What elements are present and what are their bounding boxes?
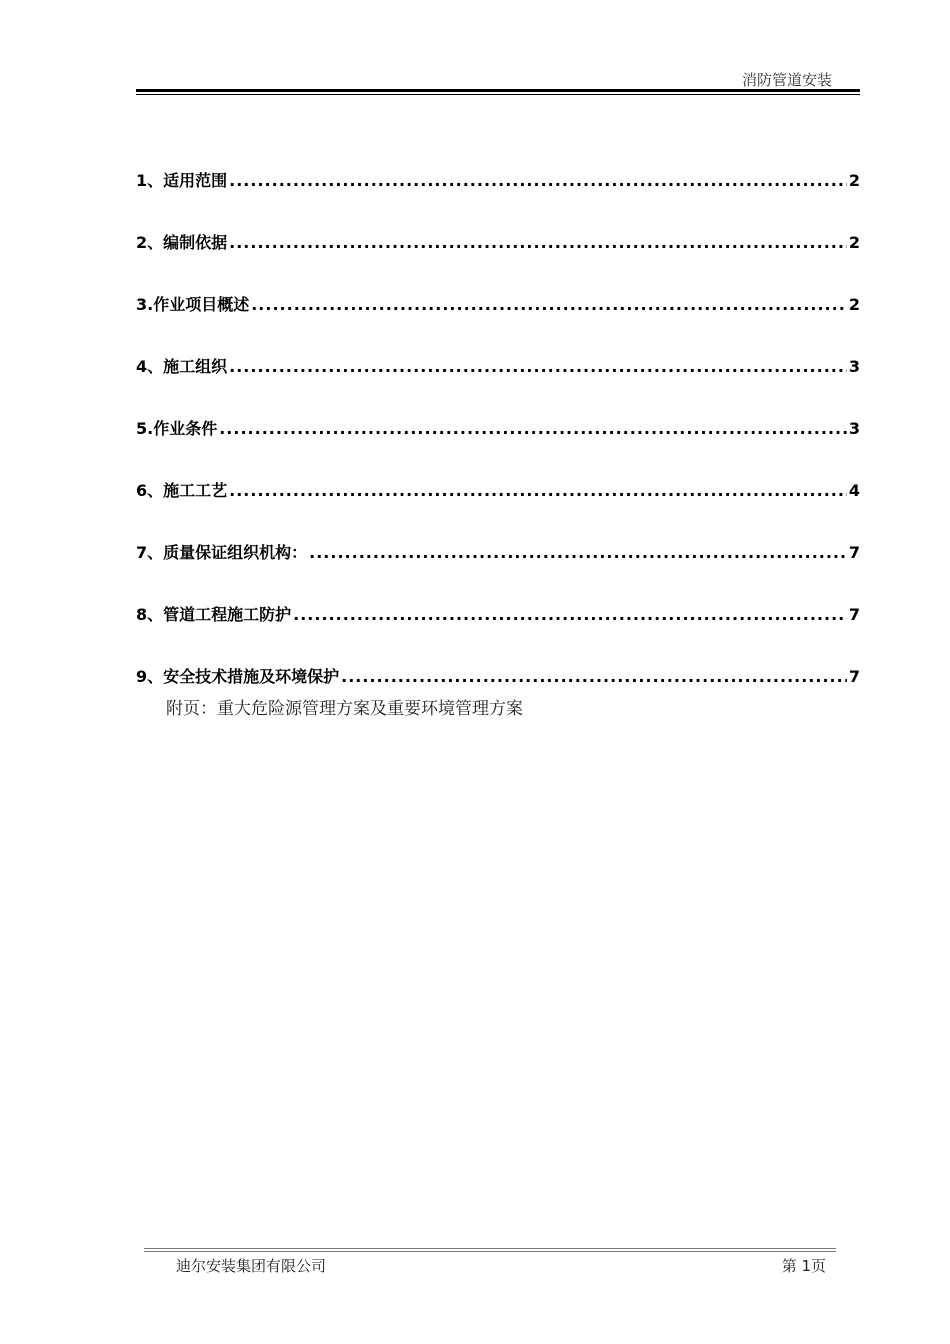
- footer-company-name: 迪尔安装集团有限公司: [176, 1257, 327, 1275]
- toc-leader-dots: [219, 419, 847, 438]
- toc-entry-page: 2: [848, 295, 860, 314]
- toc-leader-dots: [229, 481, 847, 500]
- toc-entry-2[interactable]: [136, 230, 860, 292]
- toc-entry-label: 3.作业项目概述: [136, 295, 250, 314]
- footer-page-number: 第 1页: [781, 1257, 826, 1275]
- footer-rule: [144, 1248, 836, 1249]
- toc-leader-dots: [341, 667, 847, 686]
- toc-entry-8[interactable]: [136, 602, 860, 664]
- toc-entry-page: 2: [848, 233, 860, 252]
- toc-entry-page: 7: [848, 605, 860, 624]
- toc-entry-label: 7、质量保证组织机构：: [136, 543, 308, 562]
- toc-leader-dots: [309, 543, 847, 562]
- toc-entry-label: 5.作业条件: [136, 419, 218, 438]
- toc-entry-5[interactable]: [136, 416, 860, 478]
- toc-entry-1[interactable]: [136, 168, 860, 230]
- toc-entry-label: 8、管道工程施工防护: [136, 605, 292, 624]
- toc-entry-page: 4: [848, 481, 860, 500]
- header-rule-thick: [136, 89, 860, 92]
- toc-entry-page: 3: [848, 419, 860, 438]
- toc-entry-3[interactable]: [136, 292, 860, 354]
- toc-entry-page: 7: [848, 543, 860, 562]
- toc-leader-dots: [251, 295, 847, 314]
- toc-leader-dots: [229, 171, 847, 190]
- header-title: 消防管道安装: [741, 71, 832, 89]
- toc-entry-page: 7: [848, 667, 860, 686]
- toc-entry-4[interactable]: [136, 354, 860, 416]
- toc-entry-label: 4、施工组织: [136, 357, 228, 376]
- toc-entry-7[interactable]: [136, 540, 860, 602]
- toc-entry-label: 2、编制依据: [136, 233, 228, 252]
- footer-rule: [144, 1251, 836, 1252]
- toc-leader-dots: [229, 357, 847, 376]
- toc-entry-label: 6、施工工艺: [136, 481, 228, 500]
- toc-entry-label: 1、适用范围: [136, 171, 228, 190]
- table-of-contents: [136, 168, 860, 726]
- header-rule-thin: [136, 94, 860, 95]
- appendix-note: 附页：重大危险源管理方案及重要环境管理方案: [166, 699, 523, 719]
- toc-entry-page: 2: [848, 171, 860, 190]
- toc-leader-dots: [293, 605, 847, 624]
- toc-entry-page: 3: [848, 357, 860, 376]
- toc-leader-dots: [229, 233, 847, 252]
- toc-entry-label: 9、安全技术措施及环境保护: [136, 667, 340, 686]
- toc-entry-6[interactable]: [136, 478, 860, 540]
